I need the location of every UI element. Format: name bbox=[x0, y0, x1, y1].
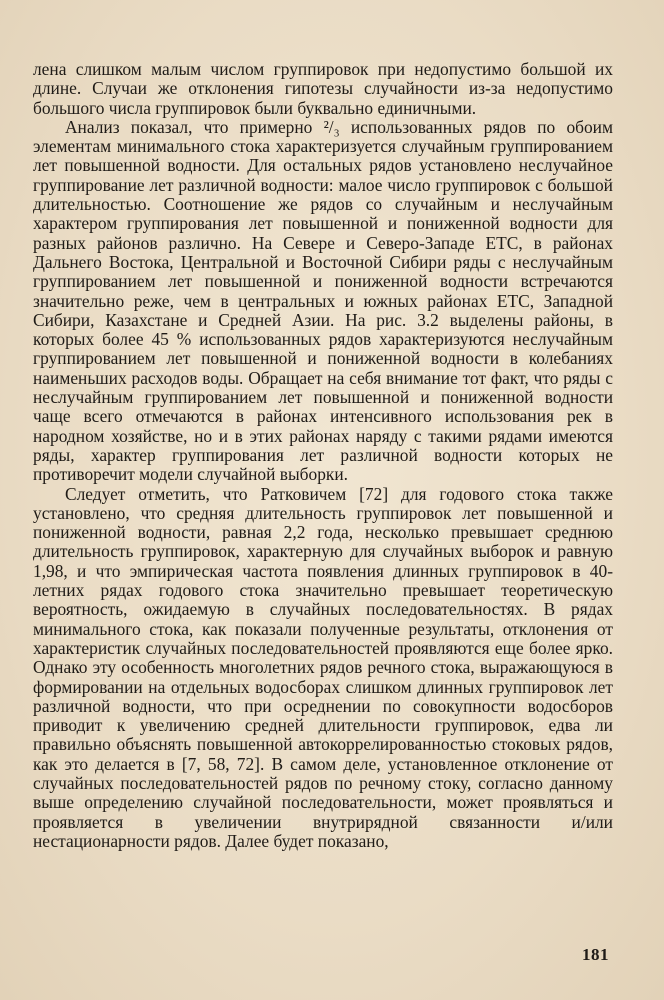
paragraph-ratkovich: Следует отметить, что Ратковичем [72] для годового стока также установлено, что средняя длительность группировок лет повышенной и пониженной водности, равная 2,2 года, несколько превышает среднюю длительность группировок, характерную для случайных выборок и равную 1,98, и что эмпирическая частота появления длинных группировок в 40-летних рядах годового стока значительно превышает теоретическую вероятность, ожидаемую в случайных последовательностях. В рядах минимального стока, как показали полученные результаты, отклонения от характеристик случайных последовательностей проявляются еще более ярко. Однако эту особенность многолетних рядов речного стока, выражающуюся в формировании на отдельных водосборах слишком длинных группировок лет различной водности, что при осреднении по совокупности водосборов приводит к увеличению средней длительности группировок, едва ли правильно объяснять повышенной автокоррелированностью стоковых рядов, как это делается в [7, 58, 72]. В самом деле, установленное отклонение от случайных последовательностей рядов по речному стоку, согласно данному выше определению случайной последовательности, может проявляться и проявляется в увеличении внутрирядной связанности и/или нестационарности рядов. Далее будет показано, bbox=[33, 483, 613, 851]
paragraph-continuation: лена слишком малым числом группировок при недопустимо большой их длине. Случаи же отклонения гипотезы случайности из-за недопустимо большого числа группировок были буквально единичными. bbox=[33, 59, 613, 118]
text-page bbox=[33, 60, 613, 980]
page-number: 181 bbox=[582, 945, 609, 964]
paragraph-analysis: Анализ показал, что примерно ²/₃ использованных рядов по обоим элементам минимального стока характеризуется случайным группированием лет повышенной водности. Для остальных рядов установлено неслучайное группирование лет различной водности: малое число группировок с большой длительностью. Соотношение же рядов со случайным и неслучайным характером группирования лет повышенной и пониженной водности для разных районов различно. На Севере и Северо-Западе ЕТС, в районах Дальнего Востока, Центральной и Восточной Сибири ряды с неслучайным группированием лет повышенной и пониженной водности встречаются значительно реже, чем в центральных и южных районах ЕТС, Западной Сибири, Казахстане и Средней Азии. На рис. 3.2 выделены районы, в которых более 45 % использованных рядов характеризуются неслучайным группированием лет повышенной и пониженной водности в колебаниях наименьших расходов воды. Обращает на себя внимание тот факт, что ряды с неслучайным группированием лет повышенной и пониженной водности чаще всего отмечаются в районах интенсивного использования рек в народном хозяйстве, но и в этих районах наряду с такими рядами имеются ряды, характер группирования лет различной водности которых не противоречит модели случайной выборки. bbox=[33, 116, 613, 485]
